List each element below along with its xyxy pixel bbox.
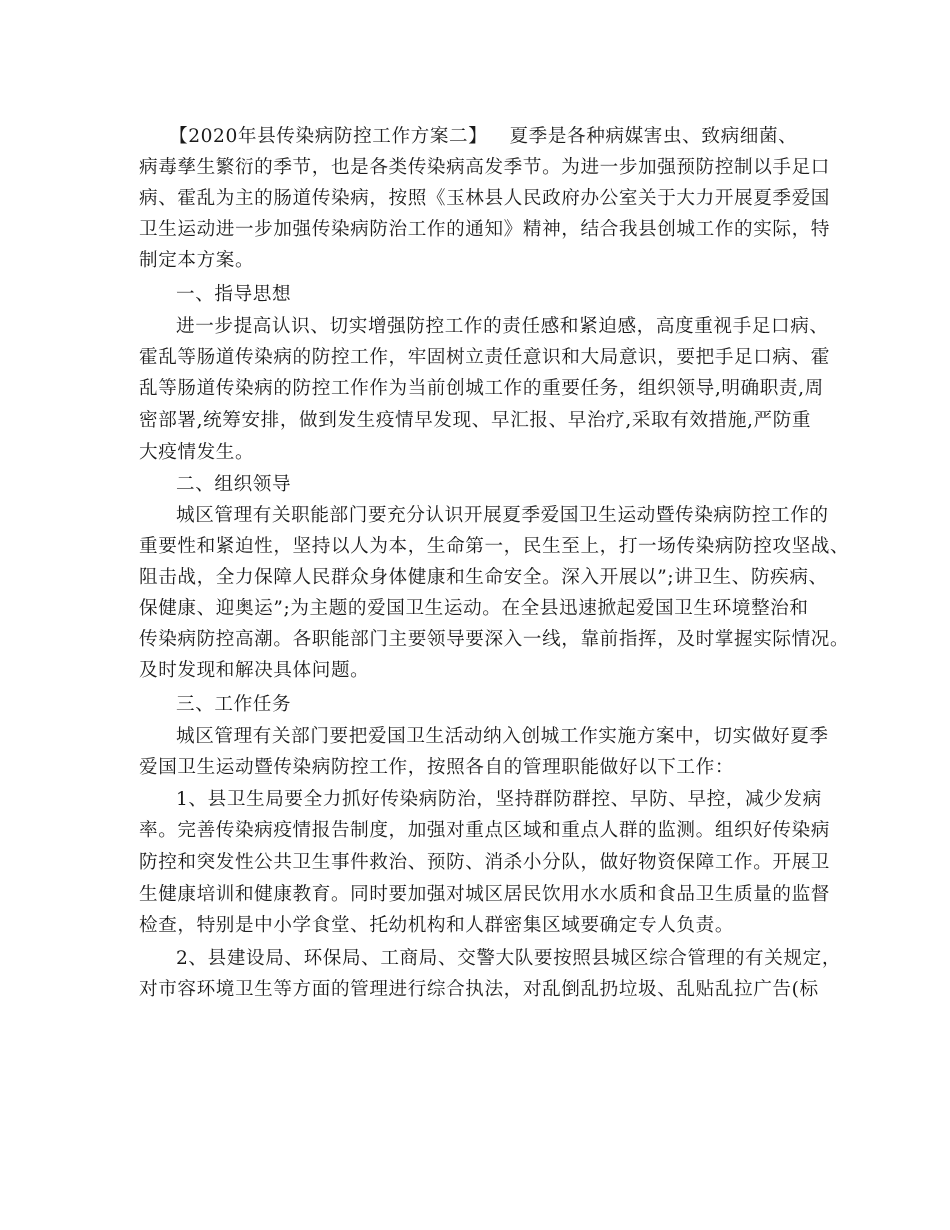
intro-text-start: 夏季是各种病媒害虫、致病细菌、 — [509, 126, 798, 147]
text-line: 城区管理有关部门要把爱国卫生活动纳入创城工作实施方案中，切实做好夏季 — [176, 726, 829, 747]
text-line: 制定本方案。 — [139, 250, 255, 271]
section-heading: 二、组织领导 — [176, 474, 292, 495]
text-line: 霍乱等肠道传染病的防控工作，牢固树立责任意识和大局意识，要把手足口病、霍 — [139, 347, 830, 368]
section-heading: 三、工作任务 — [176, 694, 292, 715]
text-line: 病毒孳生繁衍的季节，也是各类传染病高发季节。为进一步加强预防控制以手足口 — [139, 157, 830, 178]
text-line: 卫生运动进一步加强传染病防治工作的通知》精神，结合我县创城工作的实际，特 — [139, 219, 830, 240]
text-line: 1、县卫生局要全力抓好传染病防治，坚持群防群控、早防、早控，减少发病 — [176, 789, 822, 810]
text-line: 重要性和紧迫性，坚持以人为本，生命第一，民生至上，打一场传染病防控攻坚战、 — [139, 536, 850, 557]
text-line: 保健康、迎奥运”;为主题的爱国卫生运动。在全县迅速掀起爱国卫生环境整治和 — [139, 598, 809, 619]
text-line: 率。完善传染病疫情报告制度，加强对重点区域和重点人群的监测。组织好传染病 — [139, 820, 830, 841]
section-heading: 一、指导思想 — [176, 284, 292, 305]
document-title: 【2020年县传染病防控工作方案二】 — [169, 126, 488, 147]
text-line: 及时发现和解决具体问题。 — [139, 660, 370, 681]
text-line: 进一步提高认识、切实增强防控工作的责任感和紧迫感，高度重视手足口病、 — [176, 316, 829, 337]
text-line: 城区管理有关职能部门要充分认识开展夏季爱国卫生运动暨传染病防控工作的 — [176, 505, 829, 526]
text-line: 2、县建设局、环保局、工商局、交警大队要按照县城区综合管理的有关规定， — [176, 948, 842, 969]
text-line: 传染病防控高潮。各职能部门主要领导要深入一线，靠前指挥，及时掌握实际情况。 — [139, 629, 850, 650]
text-line: 检查，特别是中小学食堂、托幼机构和人群密集区域要确定专人负责。 — [139, 915, 735, 936]
text-line: 病、霍乱为主的肠道传染病，按照《玉林县人民政府办公室关于大力开展夏季爱国 — [139, 188, 830, 209]
text-line: 密部署,统筹安排，做到发生疫情早发现、早汇报、早治疗,采取有效措施,严防重 — [139, 410, 812, 431]
text-line: 阻击战，全力保障人民群众身体健康和生命安全。深入开展以”;讲卫生、防疾病、 — [139, 567, 828, 588]
text-line: 乱等肠道传染病的防控工作作为当前创城工作的重要任务，组织领导,明确职责,周 — [139, 378, 824, 399]
text-line: 大疫情发生。 — [139, 442, 255, 463]
text-line: 防控和突发性公共卫生事件救治、预防、消杀小分队，做好物资保障工作。开展卫 — [139, 852, 830, 873]
text-line: 生健康培训和健康教育。同时要加强对城区居民饮用水水质和食品卫生质量的监督 — [139, 884, 830, 905]
text-line: 爱国卫生运动暨传染病防控工作，按照各自的管理职能做好以下工作： — [139, 757, 735, 778]
text-line: 对市容环境卫生等方面的管理进行综合执法，对乱倒乱扔垃圾、乱贴乱拉广告(标 — [139, 979, 819, 1000]
